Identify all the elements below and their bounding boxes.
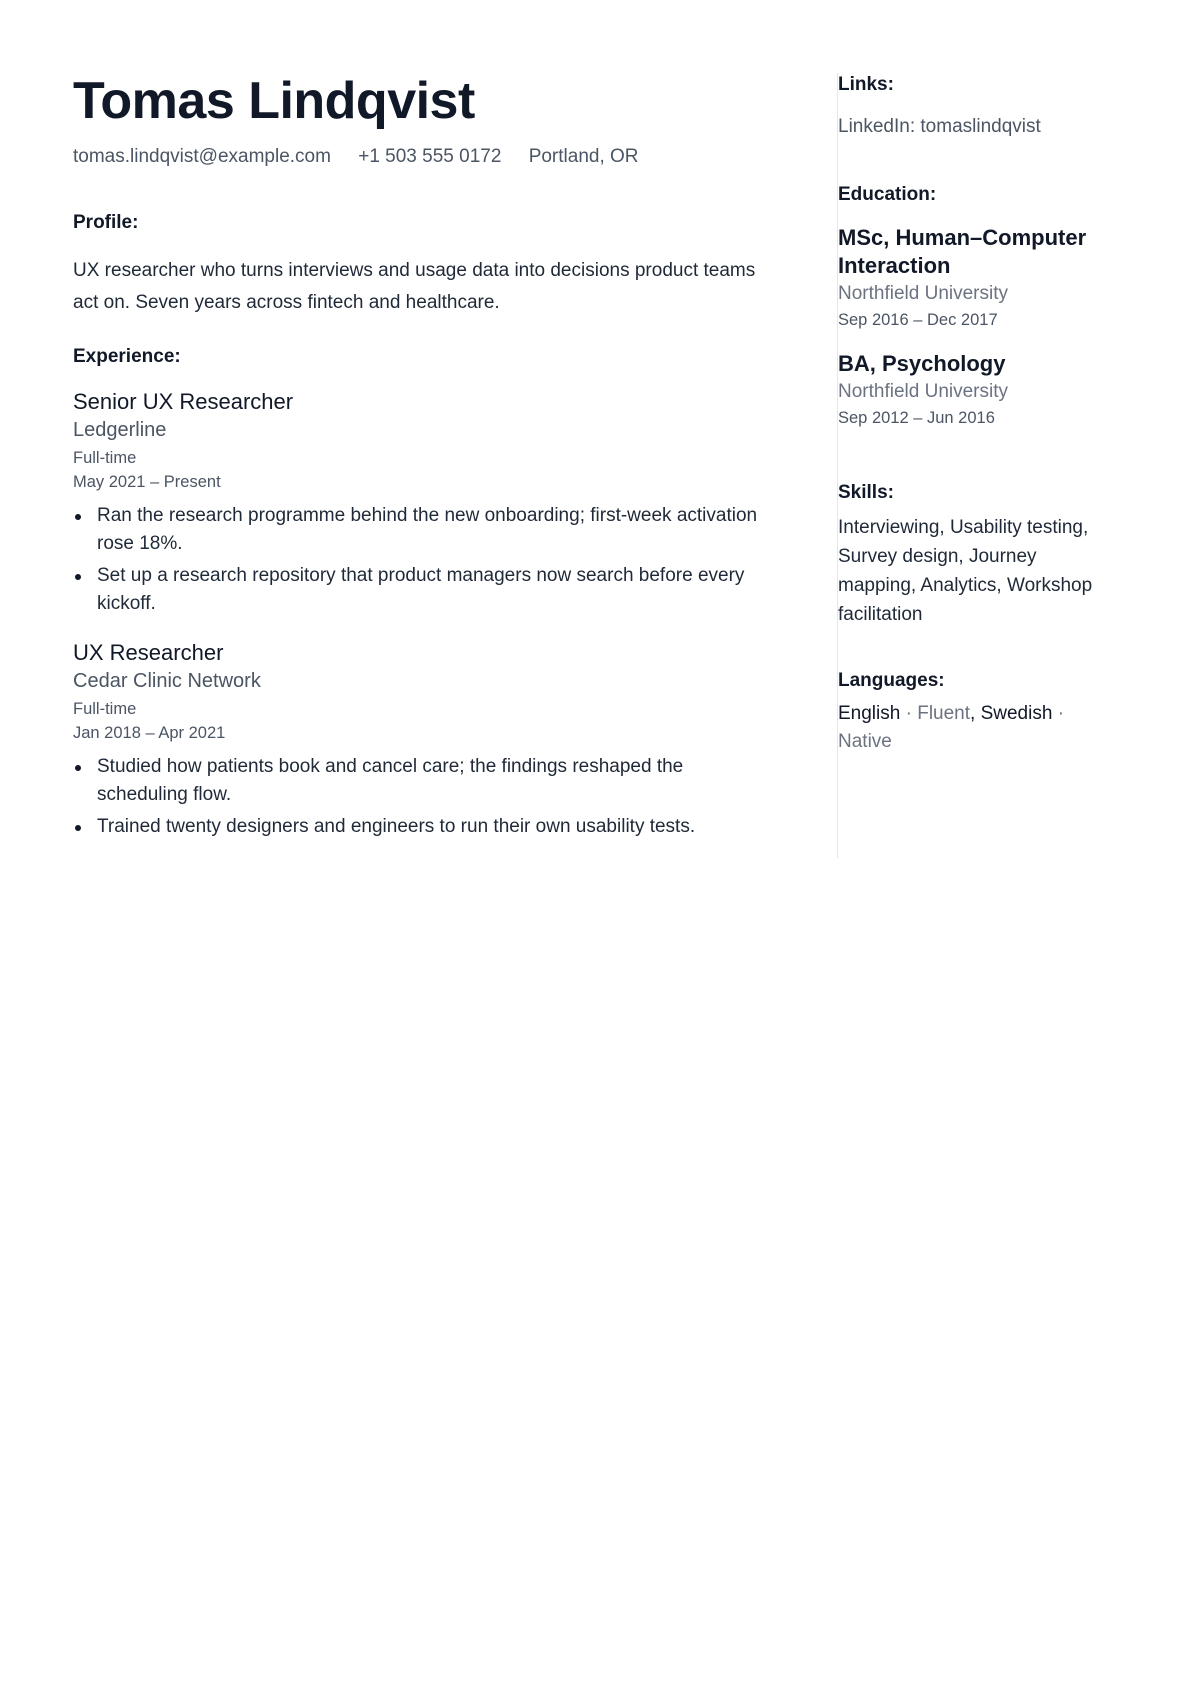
- link-linkedin[interactable]: LinkedIn: tomaslindqvist: [838, 116, 1041, 137]
- job-company: Cedar Clinic Network: [73, 670, 261, 692]
- contact-row: [73, 146, 661, 168]
- language-list-comma: ,: [970, 703, 981, 724]
- languages-heading: Languages:: [838, 670, 945, 691]
- experience-heading: Experience:: [73, 346, 181, 367]
- job-type: Full-time: [73, 700, 137, 718]
- profile-heading: Profile:: [73, 212, 139, 233]
- languages-list: [838, 700, 1108, 756]
- edu-dates: Sep 2012 – Jun 2016: [838, 409, 995, 427]
- edu-degree: BA, Psychology: [838, 351, 1006, 376]
- job-title: Senior UX Researcher: [73, 389, 294, 414]
- candidate-name: Tomas Lindqvist: [73, 72, 475, 130]
- edu-school: Northfield University: [838, 381, 1008, 402]
- profile-summary: UX researcher who turns interviews and usage data into decisions product teams act on. Seven years across fintech and healthcare.: [73, 260, 756, 313]
- education-section: [838, 184, 1138, 430]
- links-heading: Links:: [838, 74, 894, 95]
- job-entry: [73, 388, 773, 618]
- job-bullet: Ran the research programme behind the new onboarding; first-week activation rose 18%.: [73, 502, 773, 558]
- job-company: Ledgerline: [73, 419, 167, 441]
- language-name: Swedish: [980, 703, 1053, 724]
- contact-email[interactable]: tomas.lindqvist@example.com: [73, 146, 331, 167]
- job-dates: Jan 2018 – Apr 2021: [73, 724, 226, 742]
- skills-heading: Skills:: [838, 482, 894, 503]
- language-level: Fluent: [917, 703, 971, 724]
- languages-section: [838, 670, 1138, 756]
- job-bullets: [73, 502, 773, 618]
- education-entry: [838, 224, 1138, 332]
- job-bullet: Set up a research repository that product managers now search before every kickoff.: [73, 562, 773, 618]
- job-title: UX Researcher: [73, 640, 224, 665]
- edu-dates: Sep 2016 – Dec 2017: [838, 311, 998, 329]
- education-heading: Education:: [838, 184, 937, 205]
- contact-phone[interactable]: +1 503 555 0172: [358, 146, 502, 167]
- job-dates: May 2021 – Present: [73, 473, 221, 491]
- skills-section: [838, 482, 1138, 629]
- edu-degree: MSc, Human–Computer Interaction: [838, 225, 1087, 278]
- language-separator-dot: ·: [900, 703, 918, 724]
- contact-location: Portland, OR: [528, 146, 639, 167]
- links-section: [838, 74, 1138, 138]
- job-bullet: Trained twenty designers and engineers to run their own usability tests.: [73, 813, 773, 841]
- language-level: Native: [838, 731, 892, 752]
- language-name: English: [838, 703, 901, 724]
- education-entry: [838, 350, 1138, 430]
- edu-school: Northfield University: [838, 283, 1008, 304]
- job-bullets: [73, 753, 773, 841]
- main-column: [73, 62, 773, 837]
- skills-list: Interviewing, Usability testing, Survey design, Journey mapping, Analytics, Workshop facilitation: [838, 517, 1093, 625]
- job-bullet: Studied how patients book and cancel care; the findings reshaped the scheduling flow.: [73, 753, 773, 809]
- job-entry: [73, 639, 773, 841]
- job-type: Full-time: [73, 449, 137, 467]
- language-separator-dot: ·: [1052, 703, 1065, 724]
